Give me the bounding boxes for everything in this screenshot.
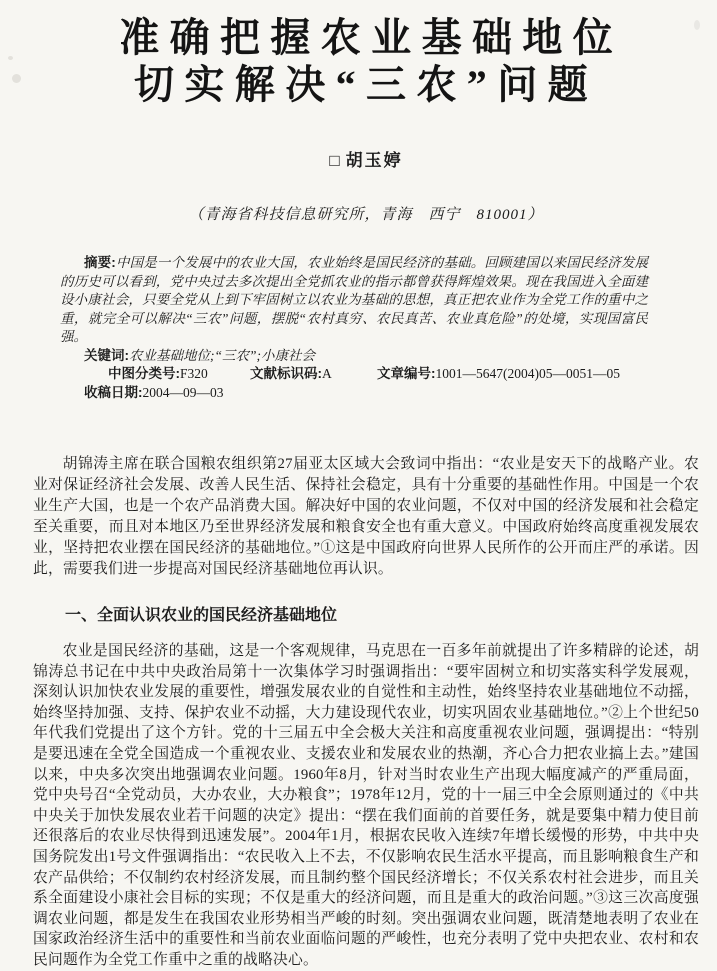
received-value: 2004—09—03 [142, 384, 224, 400]
abstract-meta-block [60, 254, 648, 402]
doc-code-value: A [322, 366, 332, 381]
doc-code-group [226, 365, 353, 384]
article-no-group [353, 365, 620, 384]
scan-artifact [8, 56, 13, 60]
abstract-text: 中国是一个发展中的农业大国，农业始终是国民经济的基础。回顾建国以来国民经济发展的历史可以看到，党中央过去多次提出全党抓农业的指示都曾获得辉煌效果。现在我国进入全面建设小康社会，只要全党从上到下牢固树立以农业为基础的思想，真正把农业作为全党工作的重中之重，就完全可以解决“三农”问题，摆脱“农村真穷、农民真苦、农业真危险”的处境，实现国富民强。 [60, 255, 649, 344]
author-line [33, 146, 699, 171]
abstract-label: 摘要: [84, 255, 116, 270]
page-title-line2: 切实解决“三农”问题 [134, 62, 598, 107]
intro-paragraph: 胡锦涛主席在联合国粮农组织第27届亚太区域大会致词中指出：“农业是安天下的战略产业。农业对保证经济社会发展、改善人民生活、保持社会稳定，具有十分重要的基础性作用。中国是一个农业生产大国，也是一个农产品消费大国。解决好中国的农业问题，不仅对中国的经济发展和社会稳定至关重要，而且对本地区乃至世界经济发展和粮食安全也有重大意义。中国政府始终高度重视发展农业，坚持把农业摆在国民经济的基础地位。”①这是中国政府向世界人民所作的公开而庄严的承诺。因此，需要我们进一步提高对国民经济基础地位再认识。 [33, 456, 699, 577]
received-date-line [60, 384, 648, 403]
section1-heading: 一、全面认识农业的国民经济基础地位 [65, 607, 338, 624]
clc-value: F320 [180, 366, 208, 381]
doc-code-label: 文献标识码: [250, 366, 322, 381]
author-marker: □ [329, 151, 342, 170]
classification-line [60, 365, 648, 384]
received-label: 收稿日期: [84, 384, 143, 400]
author-name: 胡玉婷 [345, 151, 403, 170]
scanned-paper-page [0, 14, 717, 968]
article-no-label: 文章编号: [377, 366, 436, 381]
keywords-label: 关键词: [84, 347, 129, 363]
article-content [0, 14, 717, 971]
clc-label: 中图分类号: [108, 366, 180, 381]
scan-artifact [12, 74, 21, 83]
affiliation: （青海省科技信息研究所，青海 西宁 810001） [188, 207, 544, 223]
abstract-paragraph [60, 254, 648, 347]
page-title-line1: 准确把握农业基础地位 [119, 15, 624, 60]
clc-group [84, 365, 226, 384]
article-no-value: 1001—5647(2004)05—0051—05 [435, 366, 620, 381]
scan-artifact [694, 20, 700, 30]
page-title [33, 14, 699, 108]
keywords-line [60, 347, 648, 366]
keywords-text: 农业基础地位;“三农”;小康社会 [129, 347, 316, 363]
section1-paragraph: 农业是国民经济的基础，这是一个客观规律，马克思在一百多年前就提出了许多精辟的论述，胡锦涛总书记在中共中央政治局第十一次集体学习时强调指出：“要牢固树立和切实落实科学发展观，深刻认识加快农业发展的重要性，增强发展农业的自觉性和主动性，始终坚持农业基础地位不动摇，始终坚持加强、支持、保护农业不动摇，大力建设现代农业，切实巩固农业基础地位。”②上个世纪50年代我们党提出了这个方针。党的十三届五中全会极大关注和高度重视农业问题，强调提出：“特别是要迅速在全党全国造成一个重视农业、支援农业和发展农业的热潮，齐心合力把农业搞上去。”建国以来，中央多次突出地强调农业问题。1960年8月，针对当时农业生产出现大幅度减产的严重局面，党中央号召“全党动员，大办农业，大办粮食”；1978年12月，党的十一届三中全会原则通过的《中共中央关于加快发展农业若干问题的决定》提出：“摆在我们面前的首要任务，就是要集中精力使目前还很落后的农业尽快得到迅速发展”。2004年1月，根据农民收入连续7年增长缓慢的形势，中共中央国务院发出1号文件强调指出：“农民收入上不去，不仅影响农民生活水平提高，而且影响粮食生产和农产品供给；不仅制约农村经济发展，而且制约整个国民经济增长；不仅关系农村社会进步，而且关系全面建设小康社会目标的实现；不仅是重大的经济问题，而且是重大的政治问题。”③这三次高度强调农业问题，都是发生在我国农业形势相当严峻的时刻。突出强调农业问题，既清楚地表明了农业在国家政治经济生活中的重要性和当前农业面临问题的严峻性，也充分表明了党中央把农业、农村和农民问题作为全党工作重中之重的战略决心。 [33, 643, 699, 968]
